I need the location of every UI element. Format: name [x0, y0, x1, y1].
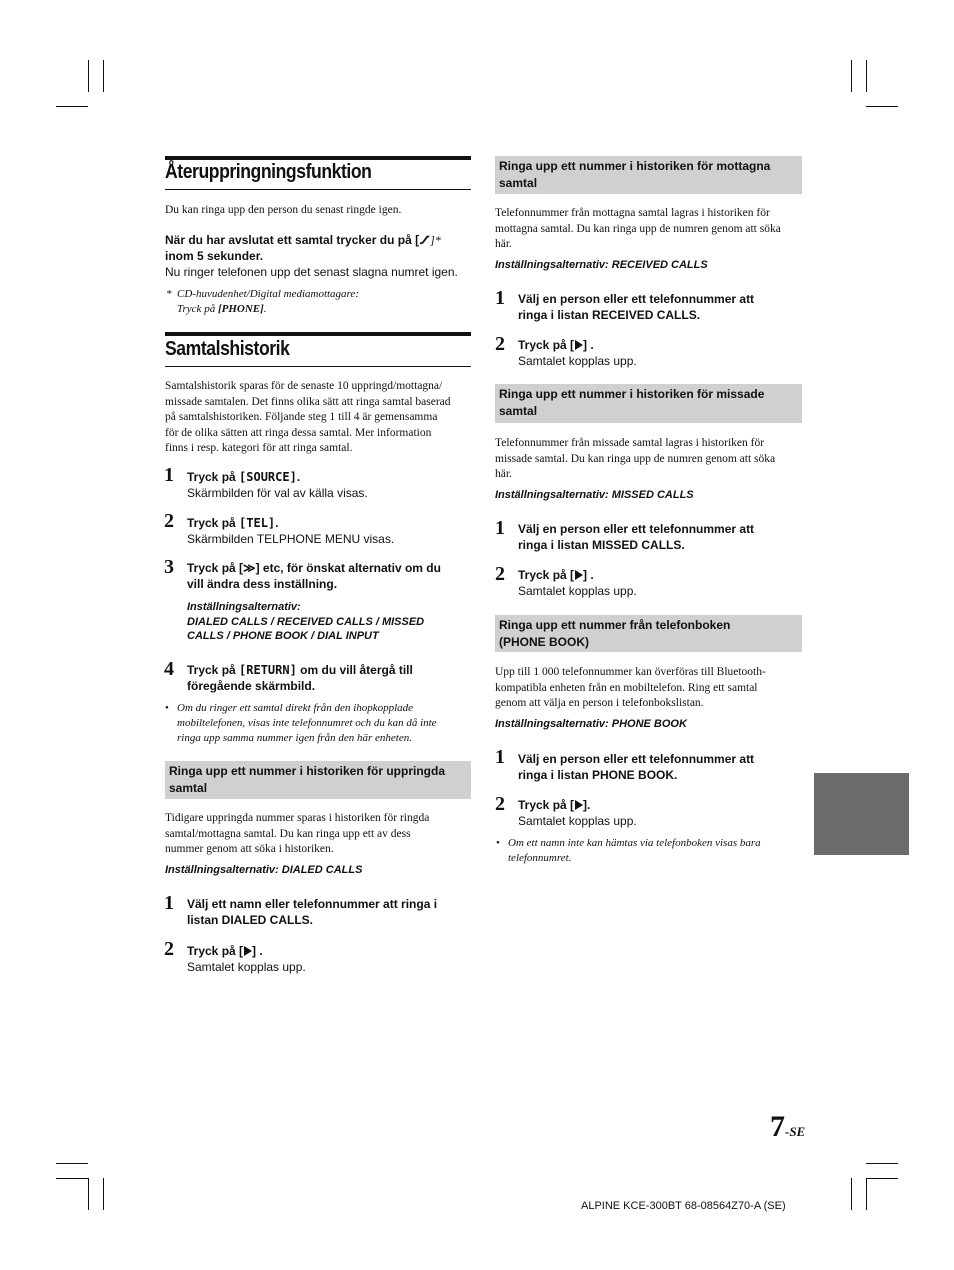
step-number: 2	[495, 793, 505, 815]
play-icon	[574, 800, 583, 810]
step	[518, 338, 637, 369]
step-text: Tryck på [	[187, 944, 244, 958]
step	[187, 470, 368, 501]
step-number: 3	[164, 556, 174, 578]
step-number: 4	[164, 658, 174, 680]
step-result: Samtalet kopplas upp.	[518, 583, 637, 598]
step-number: 1	[495, 287, 505, 309]
step-text: Välj en person eller ett telefonnummer att	[518, 522, 755, 536]
step-text: .	[275, 516, 279, 530]
subsection-text	[495, 206, 807, 253]
step	[187, 897, 437, 928]
step-text: ] .	[252, 944, 263, 958]
play-icon	[243, 946, 252, 956]
step	[187, 516, 394, 547]
subsection-title: Ringa upp ett nummer i historiken för missade	[499, 387, 765, 401]
step	[518, 752, 754, 783]
subsection-text	[165, 811, 475, 858]
subsection-heading	[165, 761, 471, 799]
settings	[187, 600, 424, 644]
step-text: Tryck på [	[518, 568, 575, 582]
subsection-title: Ringa upp ett nummer från telefonboken	[499, 618, 731, 632]
subsection-text	[495, 665, 807, 712]
text-line: missade samtalen. Det finns olika sätt att ringa samtal baserad	[165, 395, 451, 408]
settings: Inställningsalternativ: PHONE BOOK	[495, 718, 687, 730]
key-label: [TEL]	[239, 516, 276, 530]
heading-rule	[165, 366, 471, 367]
footnote-text: CD-huvudenhet/Digital mediamottagare:	[177, 288, 359, 300]
text-line: Telefonnummer från missade samtal lagras i historiken för	[495, 437, 765, 449]
subsection-title: samtal	[499, 176, 538, 190]
text-line: här.	[495, 238, 512, 250]
section-heading: Återuppringningsfunktion	[165, 161, 372, 183]
note-line: mobiltelefonen, visas inte telefonnumret och du kan då inte	[177, 717, 437, 729]
step-text: vill ändra dess inställning.	[187, 576, 338, 591]
page-number-suffix: -SE	[785, 1124, 806, 1139]
crop-mark	[56, 1163, 88, 1164]
crop-mark	[866, 1178, 867, 1210]
footnote-text: .	[263, 303, 267, 315]
note	[177, 701, 477, 746]
settings: Inställningsalternativ: DIALED CALLS	[165, 864, 363, 876]
step	[187, 944, 306, 975]
text-line: kompatibla enheten från en mobiltelefon. Ring ett samtal	[495, 681, 758, 694]
subsection-title: samtal	[499, 404, 538, 418]
settings-label: Inställningsalternativ:	[187, 601, 301, 613]
step-number: 1	[495, 746, 505, 768]
text-line: nummer genom att söka i historiken.	[165, 843, 334, 855]
crop-mark	[103, 60, 104, 92]
instruction-text: inom 5 sekunder.	[165, 248, 264, 263]
subsection-heading	[495, 156, 802, 194]
step-text: Tryck på [	[518, 338, 575, 352]
step-text: Tryck på	[187, 470, 240, 484]
subsection-heading	[495, 384, 802, 423]
step-result: Skärmbilden TELPHONE MENU visas.	[187, 531, 395, 546]
text-line: Samtalshistorik sparas för de senaste 10 uppringd/mottagna/	[165, 380, 443, 392]
step-text: Tryck på [	[187, 561, 244, 575]
step-text: om du vill återgå till	[296, 663, 413, 677]
footnote-text: Tryck på	[177, 303, 218, 315]
heading-rule	[165, 332, 471, 336]
step-text: föregående skärmbild.	[187, 678, 316, 693]
intro-paragraph	[165, 379, 475, 457]
crop-mark	[851, 1178, 852, 1210]
note-bullet: •	[496, 837, 500, 849]
step-text: Tryck på [	[518, 798, 575, 812]
instruction	[165, 233, 475, 264]
subsection-text	[495, 436, 807, 483]
text-line: på samtalshistoriken. Följande steg 1 till 4 är gemensamma	[165, 411, 438, 423]
note-line: Om ett namn inte kan hämtas via telefonboken visas bara	[508, 837, 761, 849]
text-line: samtal/mottagna samtal. Du kan ringa upp ett av dess	[165, 827, 411, 840]
step-text: Välj en person eller ett telefonnummer att	[518, 752, 755, 766]
subsection-heading	[495, 615, 802, 652]
crop-mark	[103, 1178, 104, 1210]
step	[518, 798, 637, 829]
step-text: ] .	[583, 568, 594, 582]
step-text: listan DIALED CALLS.	[187, 912, 314, 927]
step	[518, 522, 754, 553]
instruction-text: ]*	[430, 233, 441, 247]
section-heading: Samtalshistorik	[165, 338, 290, 360]
step-text: ] .	[583, 338, 594, 352]
note-line: ringa upp samma nummer igen från den här enheten.	[177, 732, 412, 744]
crop-mark	[88, 1178, 89, 1210]
subsection-title: samtal	[169, 781, 208, 795]
note-line: telefonnumret.	[508, 852, 572, 864]
subsection-title: Ringa upp ett nummer i historiken för mottagna	[499, 159, 771, 173]
text-line: mottagna samtal. Du kan ringa upp de numren genom att söka	[495, 222, 781, 235]
phone-hook-icon	[419, 235, 430, 245]
step-text: ringa i listan PHONE BOOK.	[518, 767, 678, 782]
instruction-text: När du har avslutat ett samtal trycker du på [	[165, 233, 420, 247]
side-tab	[814, 773, 909, 855]
instruction-result: Nu ringer telefonen upp det senast slagna numret igen.	[165, 265, 458, 279]
document-id: ALPINE KCE-300BT 68-08564Z70-A (SE)	[581, 1200, 786, 1212]
step-number: 2	[164, 938, 174, 960]
note	[508, 836, 808, 866]
step-text: Välj ett namn eller telefonnummer att ringa i	[187, 897, 438, 911]
crop-mark	[56, 1178, 88, 1179]
step-text: Tryck på	[187, 663, 240, 677]
step-text: ] etc, för önskat alternativ om du	[255, 561, 441, 575]
step-number: 2	[164, 510, 174, 532]
step-text: Tryck på	[187, 516, 240, 530]
text-line: genom att välja en person i telefonbokslistan.	[495, 697, 704, 709]
step-number: 1	[164, 464, 174, 486]
crop-mark	[866, 1163, 898, 1164]
step	[187, 561, 441, 592]
step	[187, 663, 413, 694]
step-text: ].	[583, 798, 591, 812]
play-icon	[574, 340, 583, 350]
crop-mark	[56, 106, 88, 107]
subsection-title: (PHONE BOOK)	[499, 635, 589, 649]
step-result: Samtalet kopplas upp.	[187, 959, 306, 974]
subsection-title: Ringa upp ett nummer i historiken för uppringda	[169, 764, 446, 778]
key-label: [RETURN]	[239, 663, 297, 677]
crop-mark	[866, 1178, 898, 1179]
settings: Inställningsalternativ: MISSED CALLS	[495, 489, 694, 501]
text-line: för de olika sätten att ringa dessa samtal. Mer information	[165, 426, 432, 439]
step-result: Skärmbilden för val av källa visas.	[187, 485, 368, 500]
heading-rule	[165, 189, 471, 190]
footnote-star: *	[166, 288, 172, 300]
crop-mark	[866, 106, 898, 107]
crop-mark	[866, 60, 867, 92]
step	[518, 292, 754, 323]
text-line: missade samtal. Du kan ringa upp de numren genom att söka	[495, 452, 776, 465]
note-line: Om du ringer ett samtal direkt från den ihopkopplade	[177, 702, 414, 714]
text-line: finns i resp. kategori för att ringa samtal.	[165, 442, 353, 454]
heading-rule	[165, 156, 471, 160]
crop-mark	[851, 60, 852, 92]
step-number: 2	[495, 333, 505, 355]
forward-icon: ≫	[243, 561, 256, 575]
text-line: Upp till 1 000 telefonnummer kan överföras till Bluetooth-	[495, 666, 766, 678]
step	[518, 568, 637, 599]
page-number-digit: 7	[770, 1110, 785, 1143]
step-number: 1	[164, 892, 174, 914]
step-text: ringa i listan MISSED CALLS.	[518, 537, 685, 552]
footnote	[177, 287, 359, 317]
settings: Inställningsalternativ: RECEIVED CALLS	[495, 259, 708, 271]
text-line: Tidigare uppringda nummer sparas i historiken för ringda	[165, 812, 430, 824]
text-line: här.	[495, 468, 512, 480]
step-result: Samtalet kopplas upp.	[518, 353, 637, 368]
step-text: Välj en person eller ett telefonnummer att	[518, 292, 755, 306]
play-icon	[574, 570, 583, 580]
step-text: ringa i listan RECEIVED CALLS.	[518, 307, 701, 322]
step-number: 1	[495, 517, 505, 539]
key-label: [SOURCE]	[239, 470, 297, 484]
note-bullet: •	[165, 702, 169, 714]
settings-options: DIALED CALLS / RECEIVED CALLS / MISSED	[187, 615, 425, 628]
step-text: .	[296, 470, 301, 484]
intro-text: Du kan ringa upp den person du senast ringde igen.	[165, 204, 402, 216]
page-number	[770, 1110, 805, 1144]
text-line: Telefonnummer från mottagna samtal lagras i historiken för	[495, 207, 770, 219]
step-number: 2	[495, 563, 505, 585]
crop-mark	[88, 60, 89, 92]
footnote-key: [PHONE]	[217, 303, 264, 315]
step-result: Samtalet kopplas upp.	[518, 813, 637, 828]
settings-options: CALLS / PHONE BOOK / DIAL INPUT	[187, 630, 379, 642]
